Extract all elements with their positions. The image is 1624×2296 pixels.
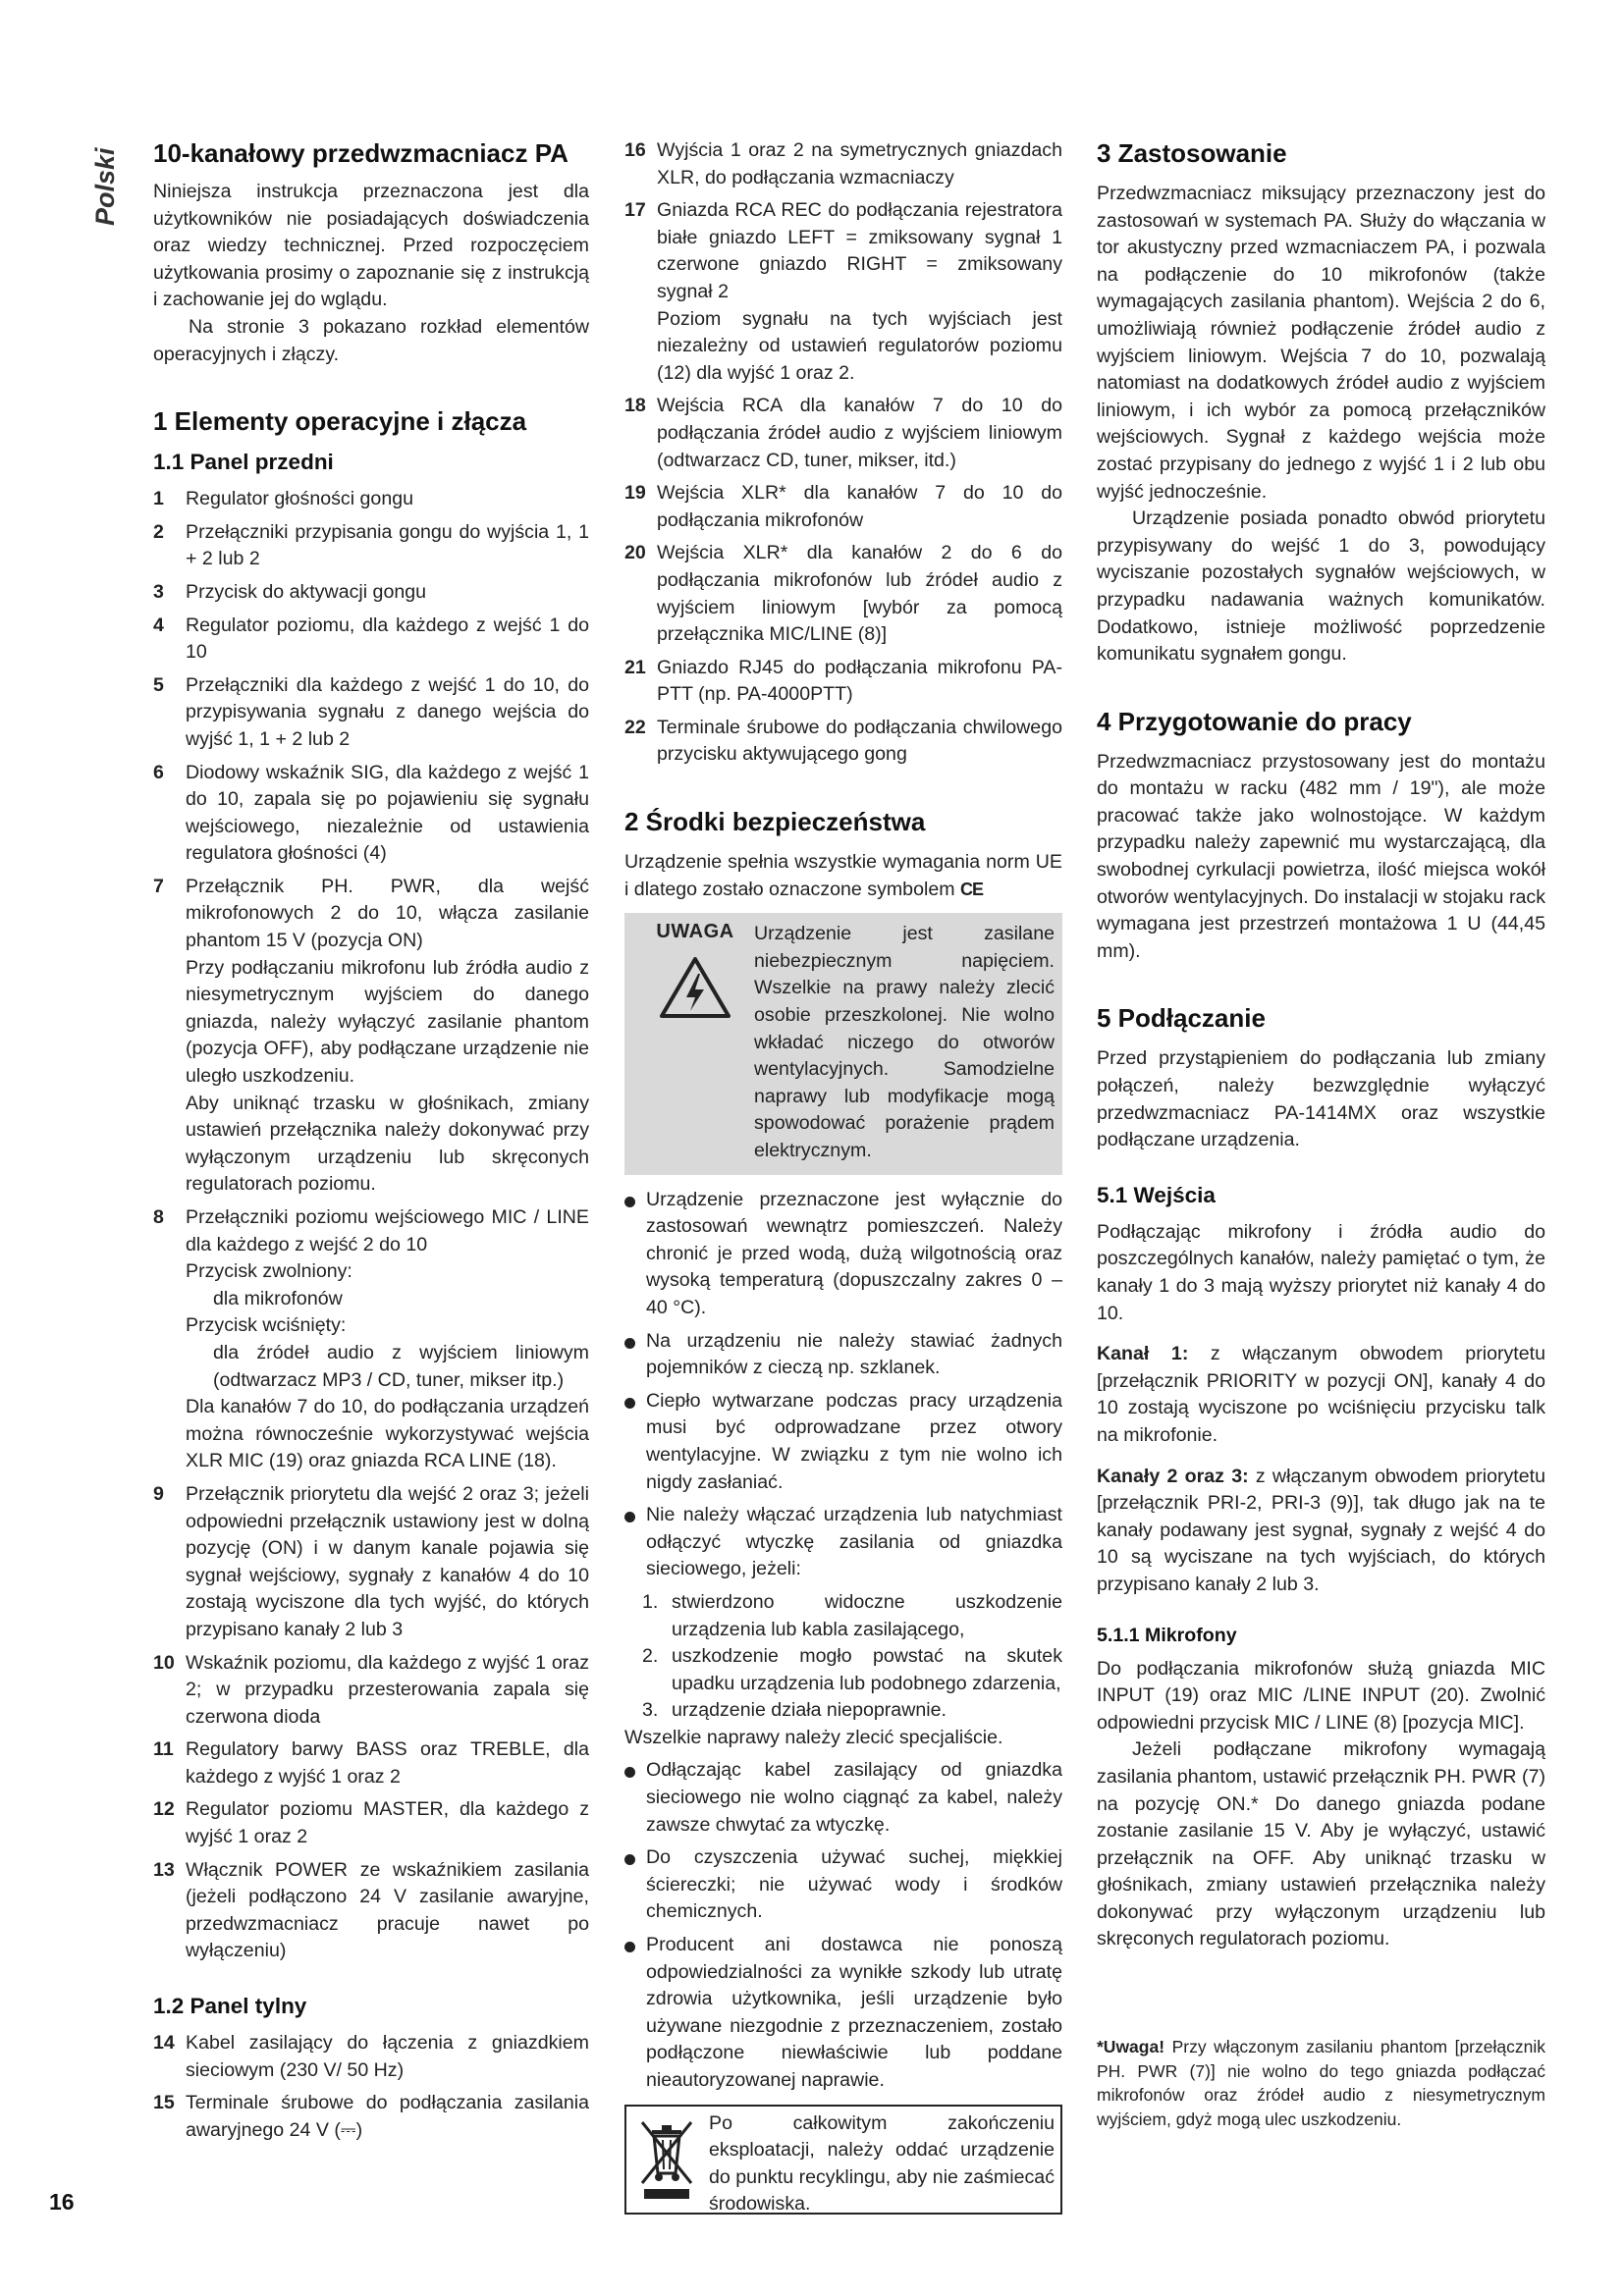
item-text: Przycisk do aktywacji gongu (186, 580, 427, 603)
inputs-paragraph: Podłączając mikrofony i źródła audio do poszczególnych kanałów, należy pamiętać o tym, że kanały 1 do 3 mają wyższy priorytet niż kanały 4 do 10. (1097, 1220, 1545, 1324)
item-text: Gniazdo RJ45 do podłączania mikrofonu PA-PTT (np. PA-4000PTT) (657, 656, 1062, 706)
list-item (153, 613, 589, 667)
list-item (153, 760, 589, 868)
item-number: 19 (624, 482, 646, 505)
footnote (1097, 2035, 1545, 2131)
section-2-heading: 2 Środki bezpieczeństwa (624, 807, 926, 837)
column-1 (153, 137, 589, 2150)
language-label: Polski (90, 147, 120, 226)
numbered-marker: 3. (642, 1699, 659, 1722)
item-number: 8 (153, 1206, 164, 1228)
bullet-item (624, 1328, 1062, 1382)
item-number: 6 (153, 761, 164, 783)
warning-label-block (646, 919, 744, 1019)
item-number: 1 (153, 488, 164, 510)
list-item (153, 1650, 589, 1732)
bullet-text: Producent ani dostawca nie ponoszą odpowiedzialności za wynikłe szkody lub utratę zdrowia użytkownika, jeśli urządzenie było używane niezgodnie z przeznaczeniem, zostało podłączone niewłaściwie lub poddane nieautoryzowanej naprawie. (646, 1934, 1062, 2091)
warning-box (624, 913, 1062, 1174)
item-text: Wejścia XLR* dla kanałów 2 do 6 do podłączania mikrofonów lub źródeł audio z wyjściem liniowym [wybór za pomocą przełącznika MIC/LINE (8)] (657, 542, 1062, 646)
list-item (624, 197, 1062, 387)
high-voltage-icon (659, 956, 731, 1019)
item-text: Gniazda RCA REC do podłączania rejestratora białe gniazdo LEFT = zmiksowany sygnał 1 czerwone gniazdo RIGHT = zmiksowany sygnał 2 (657, 199, 1062, 302)
list-item (624, 540, 1062, 648)
microphones-paragraph: Do podłączania mikrofonów służą gniazda MIC INPUT (19) oraz MIC /LINE INPUT (20). Zwolnić odpowiedni przycisk MIC / LINE (8) [pozycja MIC]. (1097, 1657, 1545, 1734)
bullet-item (624, 1757, 1062, 1839)
numbered-marker: 1. (642, 1590, 659, 1613)
item-text: Wyjścia 1 oraz 2 na symetrycznych gniazdach XLR, do podłączania wzmacniaczy (657, 139, 1062, 188)
numbered-text: uszkodzenie mogło powstać na skutek upadku urządzenia lub podobnego zdarzenia, (672, 1645, 1062, 1694)
recycling-text: Po całkowitym zakończeniu eksploatacji, należy oddać urządzenie do punktu recyklingu, aby nie zaśmiecać środowiska. (709, 2111, 1055, 2216)
bullet-item (624, 1844, 1062, 1926)
section-5-heading: 5 Podłączanie (1097, 1003, 1266, 1034)
warning-label: UWAGA (656, 921, 734, 943)
numbered-item (624, 1589, 1062, 1643)
application-paragraph: Przedwzmacniacz miksujący przeznaczony jest do zastosowań w systemach PA. Służy do włączania w tor akustyczny przed wzmacniaczem PA, i pozwala na podłączenie do 10 mikrofonów (także wymagających zasilania phantom). Wejścia 2 do 6, umożliwiają również podłączenie źródeł audio z wyjściem liniowym. Wejścia 7 do 10, pozwalają natomiast na dodatkowych źródeł audio z wyjściem liniowym, i ich wybór za pomocą przełączników wejściowych. Sygnał z każdego wejścia może zostać przypisany do jednego z wyjść 1 i 2 lub obu wyjść jednocześnie. (1097, 183, 1545, 503)
bullet-item (624, 1932, 1062, 2095)
channel-1-text: z włączanym obwodem priorytetu [przełącznik PRIORITY w pozycji ON], kanały 4 do 10 zostają wyciszone po wciśnięciu przycisku talk na mikrofonie. (1097, 1343, 1545, 1446)
bullet-text: Odłączając kabel zasilający od gniazdka sieciowego nie wolno ciągnąć za kabel, należy zawsze chwytać za wtyczkę. (646, 1759, 1062, 1836)
section-5-1-1-heading: 5.1.1 Mikrofony (1097, 1624, 1237, 1646)
list-item (153, 486, 589, 513)
list-item (153, 2090, 589, 2144)
numbered-text: urządzenie działa niepoprawnie. (672, 1699, 947, 1722)
item-number: 21 (624, 656, 646, 678)
bullet-icon (624, 1338, 635, 1349)
footnote-text: Przy włączonym zasilaniu phantom [przełącznik PH. PWR (7)] nie wolno do tego gniazda podłączać mikrofonów oraz źródeł audio z niesymetrycznym wyjściem, gdyż mogą ulec uszkodzeniu. (1097, 2037, 1545, 2129)
item-text: Włącznik POWER ze wskaźnikiem zasilania (jeżeli podłączono 24 V zasilanie awaryjne, przedwzmacniacz pracuje nawet po wyłączeniu) (186, 1858, 589, 1962)
item-text: Przełącznik priorytetu dla wejść 2 oraz 3; jeżeli odpowiedni przełącznik ustawiony jest w dolną pozycję (ON) i w danym kanale pojawia się sygnał wejściowy, sygnały z kanałów 4 do 10 zostają wyciszone dla tych wyjść, do których przypisano kanały 2 lub 3 (186, 1482, 589, 1640)
application-paragraph-2: Urządzenie posiada ponadto obwód priorytetu przypisywany do wejść 1 do 3, powodujący wyciszanie pozostałych sygnałów wejściowych, w przypadku nadawania ważnych komunikatów. Dodatkowo, istnieje możliwość poprzedzenie komunikatu sygnałem gongu. (1097, 507, 1545, 666)
list-item (153, 874, 589, 1199)
numbered-item (624, 1643, 1062, 1697)
section-1-1-heading: 1.1 Panel przedni (153, 450, 334, 475)
list-item (153, 672, 589, 754)
item-note: Aby uniknąć trzasku w głośnikach, zmiany ustawień przełącznika należy dokonywać przy wyłączonym urządzeniu lub skręconych regulatorach poziomu. (186, 1092, 589, 1196)
safety-intro-text: Urządzenie spełnia wszystkie wymagania norm UE i dlatego zostało oznaczone symbolem (624, 851, 1062, 900)
list-item (624, 137, 1062, 191)
list-item (153, 1796, 589, 1850)
warning-text: Urządzenie jest zasilane niebezpiecznym napięciem. Wszelkie na prawy należy zlecić osobie przeszkolonej. Nie wolno wkładać niczego do otworów wentylacyjnych. Samodzielne naprawy lub modyfikacje mogą spowodować porażenie prądem elektrycznym. (754, 923, 1055, 1161)
bullet-icon (624, 1512, 635, 1522)
safety-intro (624, 849, 1062, 903)
list-item (153, 519, 589, 573)
ce-mark: CE (960, 879, 984, 899)
item-text: Wskaźnik poziomu, dla każdego z wyjść 1 oraz 2; w przypadku przesterowania zapala się czerwona dioda (186, 1651, 589, 1728)
numbered-text: stwierdzono widoczne uszkodzenie urządzenia lub kabla zasilającego, (672, 1590, 1062, 1640)
item-text: Przełączniki poziomu wejściowego MIC / LINE dla każdego z wejść 2 do 10 (186, 1206, 589, 1255)
bullet-text: Do czyszczenia używać suchej, miękkiej ściereczki; nie używać wody i środków chemicznych. (646, 1846, 1062, 1923)
section-1-heading: 1 Elementy operacyjne i złącza (153, 406, 527, 437)
bullet-text: Nie należy włączać urządzenia lub natychmiast odłączyć wtyczkę zasilania od gniazdka sieciowego, jeżeli: (646, 1504, 1062, 1580)
preparation-paragraph: Przedwzmacniacz przystosowany jest do montażu do montażu w racku (482 mm / 19"), ale może pracować także jako wolnostojące. W każdym przypadku należy zapewnić mu wystarczającą, dla swobodnej cyrkulacji powietrza, ilość miejsca wokół otworów wentylacyjnych. Do instalacji w stojaku rack wymagana jest przestrzeń montażowa 1 U (44,45 mm). (1097, 750, 1545, 962)
item-text: Regulatory barwy BASS oraz TREBLE, dla każdego z wyjść 1 oraz 2 (186, 1738, 589, 1788)
list-item (153, 579, 589, 607)
front-panel-list (153, 486, 589, 1965)
numbered-item (624, 1697, 1062, 1725)
section-1-2-heading: 1.2 Panel tylny (153, 1994, 307, 2019)
list-item (153, 2030, 589, 2084)
bullet-icon (624, 1942, 635, 1952)
bullet-item (624, 1502, 1062, 1583)
item-number: 7 (153, 875, 164, 897)
bullet-item (624, 1187, 1062, 1322)
item-text: Diodowy wskaźnik SIG, dla każdego z wejść 1 do 10, zapala się po pojawieniu się sygnału wejściowego, niezależnie od ustawienia regulatora głośności (4) (186, 761, 589, 865)
column-3 (1097, 137, 1545, 1953)
list-item (153, 1204, 589, 1475)
item-number: 13 (153, 1858, 175, 1881)
item-number: 18 (624, 395, 646, 417)
item-text: Regulator głośności gongu (186, 488, 414, 510)
item-text: Przełączniki dla każdego z wejść 1 do 10, do przypisywania sygnału z danego wejścia do wyjść 1, 1 + 2 lub 2 (186, 673, 589, 750)
list-item (153, 1857, 589, 1965)
item-number: 3 (153, 580, 164, 603)
rear-panel-list-cont (624, 137, 1062, 769)
safety-conditions-list (624, 1589, 1062, 1725)
item-number: 11 (153, 1738, 174, 1761)
intro-paragraph-2: Na stronie 3 pokazano rozkład elementów operacyjnych i złączy. (153, 315, 589, 365)
rear-panel-list (153, 2030, 589, 2144)
numbered-marker: 2. (642, 1645, 659, 1668)
page-title: 10-kanałowy przedwzmacniacz PA (153, 138, 568, 168)
bullet-icon (624, 1197, 635, 1207)
page-number: 16 (49, 2189, 75, 2215)
bullet-icon (624, 1398, 635, 1409)
list-item (624, 393, 1062, 474)
item-text: Kabel zasilający do łączenia z gniazdkiem sieciowym (230 V/ 50 Hz) (186, 2032, 589, 2081)
intro-paragraph: Niniejsza instrukcja przeznaczona jest dla użytkowników nie posiadających doświadczenia oraz wiedzy technicznej. Przed rozpoczęciem użytkowania prosimy o zapoznanie się z instrukcją i zachowanie jej do wglądu. (153, 181, 589, 311)
microphones-paragraph-2: Jeżeli podłączane mikrofony wymagają zasilania phantom, ustawić przełącznik PH. PWR (7) na pozycję ON.* Do danego gniazda podane zostanie zasilanie 15 V. Aby je wyłączyć, ustawić przełącznik na OFF. Aby uniknąć trzasku w głośnikach, zmiany ustawień przełącznika należy dokonywać przy wyłączonym urządzeniu lub skręconych regulatorach poziomu. (1097, 1738, 1545, 1950)
item-text: Terminale śrubowe do podłączania zasilania awaryjnego 24 V (⎓) (186, 2092, 589, 2141)
item-note: Przy podłączaniu mikrofonu lub źródła audio z niesymetrycznym wyjściem do danego gniazda, należy wyłączyć zasilanie phantom (pozycja OFF), aby podłączane urządzenie nie uległo uszkodzeniu. (186, 956, 589, 1088)
item-number: 2 (153, 520, 164, 543)
footnote-label: *Uwaga! (1097, 2037, 1165, 2056)
item-number: 10 (153, 1651, 175, 1674)
item-text: Terminale śrubowe do podłączania chwilowego przycisku aktywującego gong (657, 716, 1062, 766)
item-text: Przełączniki przypisania gongu do wyjścia 1, 1 + 2 lub 2 (186, 520, 589, 570)
item-text: Wejścia XLR* dla kanałów 7 do 10 do podłączania mikrofonów (657, 482, 1062, 531)
item-number: 15 (153, 2092, 175, 2114)
item-number: 9 (153, 1482, 164, 1505)
item-note: Przycisk wciśnięty: (186, 1314, 347, 1337)
list-item (153, 1481, 589, 1644)
item-note: Przycisk zwolniony: (186, 1260, 352, 1283)
item-note: dla mikrofonów (213, 1287, 343, 1309)
bullet-text: Na urządzeniu nie należy stawiać żadnych pojemników z cieczą np. szklanek. (646, 1329, 1062, 1379)
list-item (624, 480, 1062, 534)
item-text: Przełącznik PH. PWR, dla wejść mikrofonowych 2 do 10, włącza zasilanie phantom 15 V (pozycja ON) (186, 875, 589, 952)
item-number: 5 (153, 673, 164, 696)
section-5-1-heading: 5.1 Wejścia (1097, 1182, 1216, 1207)
list-item (624, 655, 1062, 709)
item-text: Regulator poziomu, dla każdego z wejść 1 do 10 (186, 614, 589, 664)
list-item (624, 715, 1062, 769)
item-text: Wejścia RCA dla kanałów 7 do 10 do podłączania źródeł audio z wyjściem liniowym (odtwarzacz CD, tuner, mikser, itd.) (657, 395, 1062, 471)
item-number: 14 (153, 2032, 175, 2055)
safety-bullets (624, 1187, 1062, 1583)
section-4-heading: 4 Przygotowanie do pracy (1097, 706, 1412, 736)
recycling-box (624, 2105, 1062, 2215)
section-3-heading: 3 Zastosowanie (1097, 138, 1287, 168)
item-note: Poziom sygnału na tych wyjściach jest niezależny od ustawień regulatorów poziomu (12) dla wyjść 1 oraz 2. (657, 307, 1062, 384)
list-item (153, 1736, 589, 1790)
crossed-bin-icon (634, 2116, 699, 2203)
item-number: 16 (624, 139, 646, 161)
item-number: 17 (624, 199, 646, 222)
channel-1-paragraph (1097, 1341, 1545, 1449)
bullet-text: Ciepło wytwarzane podczas pracy urządzenia musi być odprowadzane przez otwory wentylacyjne. W związku z tym nie wolno ich nigdy zasłaniać. (646, 1389, 1062, 1493)
bullet-item (624, 1388, 1062, 1496)
channel-2-3-text: z włączanym obwodem priorytetu [przełącznik PRI-2, PRI-3 (9)], tak długo jak na te kanały podawany jest sygnał, sygnały z wejść 4 do 10 są wyciszane na tych wyjściach, do których przypisano kanały 2 lub 3. (1097, 1465, 1545, 1595)
bullet-icon (624, 1767, 635, 1778)
channel-2-3-label: Kanały 2 oraz 3: (1097, 1465, 1249, 1487)
bullet-text: Urządzenie przeznaczone jest wyłącznie do zastosowań wewnątrz pomieszczeń. Należy chronić je przed wodą, dużą wilgotnością oraz wysoką temperaturą (dopuszczalny zakres 0 – 40 °C). (646, 1188, 1062, 1318)
repair-note: Wszelkie naprawy należy zlecić specjaliście. (624, 1726, 1003, 1748)
item-note: dla źródeł audio z wyjściem liniowym (odtwarzacz MP3 / CD, tuner, mikser itp.) (213, 1341, 589, 1391)
channel-1-label: Kanał 1: (1097, 1343, 1189, 1365)
item-number: 12 (153, 1798, 175, 1821)
item-note: Dla kanałów 7 do 10, do podłączania urządzeń można równocześnie wykorzystywać wejścia XLR MIC (19) oraz gniazda RCA LINE (18). (186, 1396, 589, 1472)
channel-2-3-paragraph (1097, 1464, 1545, 1599)
item-number: 22 (624, 716, 646, 738)
item-text: Regulator poziomu MASTER, dla każdego z wyjść 1 oraz 2 (186, 1798, 589, 1848)
bullet-icon (624, 1854, 635, 1865)
item-number: 4 (153, 614, 164, 636)
item-number: 20 (624, 542, 646, 564)
language-side-tab (84, 139, 124, 228)
safety-bullets-2 (624, 1757, 1062, 2094)
connection-paragraph: Przed przystąpieniem do podłączania lub zmiany połączeń, należy bezwzględnie wyłączyć przedwzmacniacz PA-1414MX oraz wszystkie podłączane urządzenia. (1097, 1047, 1545, 1151)
column-2 (624, 137, 1062, 2215)
